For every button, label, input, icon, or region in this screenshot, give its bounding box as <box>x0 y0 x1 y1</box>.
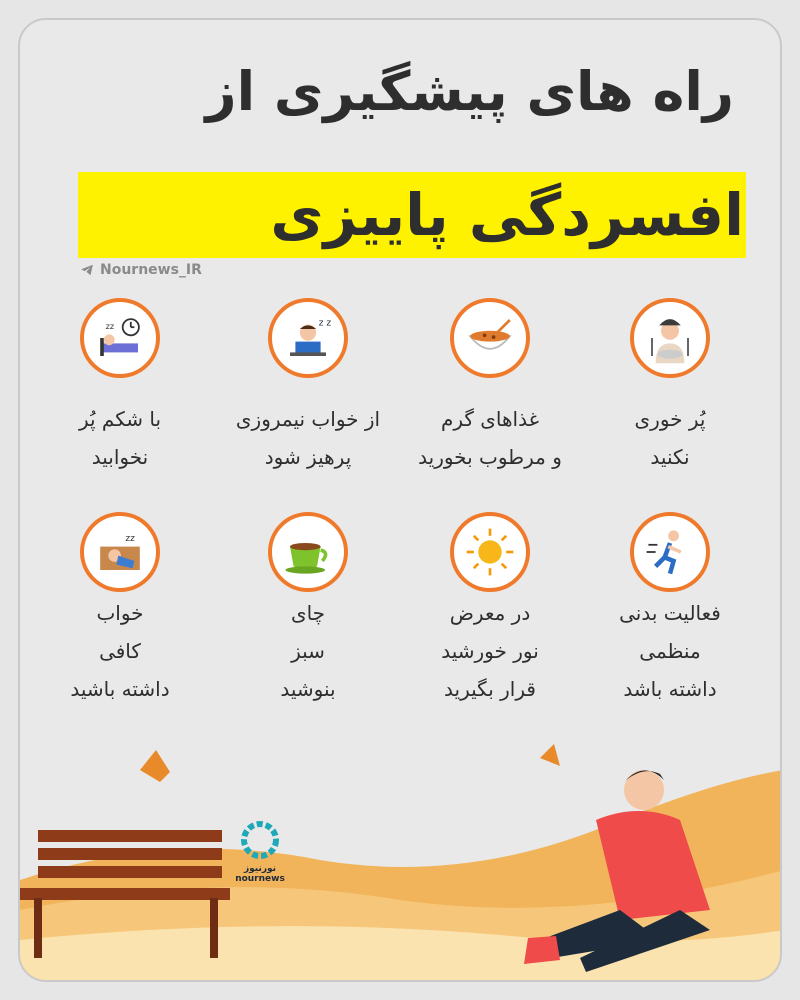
tea-cup-icon <box>268 512 348 592</box>
overeating-icon <box>630 298 710 378</box>
tip-sunlight: در معرض نور خورشید قرار بگیرید <box>441 601 539 701</box>
sleep-alarm-icon <box>80 298 160 378</box>
svg-text:zz: zz <box>105 321 115 331</box>
autumn-scene-illustration <box>20 710 782 982</box>
tip-full-stomach: با شکم پُر نخوابید <box>78 407 162 469</box>
sun-icon <box>450 512 530 592</box>
social-handle[interactable] <box>80 262 202 278</box>
telegram-icon <box>80 263 94 277</box>
sleeping-icon <box>80 512 160 592</box>
leaf-icon <box>540 744 560 766</box>
tip-warm-food: غذاهای گرم و مرطوب بخورید <box>418 407 562 469</box>
tip-exercise: فعالیت بدنی منظمی داشته باشد <box>619 601 721 701</box>
svg-text:zz: zz <box>125 534 135 545</box>
leaf-icon <box>140 750 170 782</box>
svg-text:z z: z z <box>318 318 332 329</box>
handle-text: Nournews_IR <box>100 262 202 278</box>
tip-overeating: پُر خوری نکنید <box>634 407 706 469</box>
nournews-logo: نورنیوز nournews <box>235 820 285 884</box>
tip-enough-sleep: خواب کافی داشته باشید <box>70 601 170 701</box>
nap-at-desk-icon <box>268 298 348 378</box>
page-title: راه های پیشگیری از <box>205 60 734 123</box>
logo-mark <box>235 820 285 860</box>
tip-green-tea: چای سبز بنوشید <box>280 601 336 701</box>
soup-bowl-icon <box>450 298 530 378</box>
infographic-card <box>18 18 782 982</box>
page-subtitle: افسردگی پاییزی <box>270 181 744 249</box>
running-icon <box>630 512 710 592</box>
tip-avoid-nap: از خواب نیمروزی پرهیز شود <box>235 407 381 469</box>
